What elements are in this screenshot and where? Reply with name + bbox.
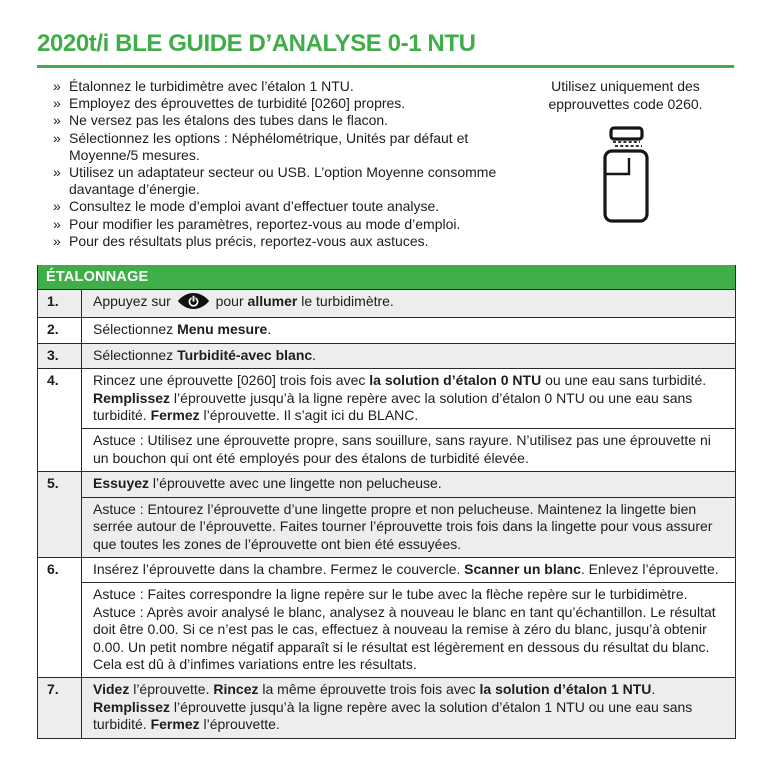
step-cells	[82, 344, 735, 368]
step-cells	[82, 678, 735, 737]
bullet-marker: »	[53, 232, 61, 249]
step-cells	[82, 558, 735, 677]
step-main-text: Insérez l’éprouvette dans la chambre. Fermez le couvercle. Scanner un blanc. Enlevez l’éprouvette.	[93, 560, 719, 577]
bullet-marker: »	[53, 164, 61, 181]
step-row	[38, 343, 735, 368]
intro-bullet	[53, 164, 507, 198]
step-cells	[82, 318, 735, 342]
side-column	[507, 78, 734, 229]
vial-icon-graphic	[603, 126, 649, 224]
step-number: 3.	[38, 344, 82, 368]
bullet-text: Employez des éprouvettes de turbidité [0260] propres.	[69, 95, 406, 112]
intro-bullets	[37, 78, 507, 250]
section-header: ÉTALONNAGE	[38, 265, 735, 289]
intro-bullet	[53, 233, 507, 250]
bullet-text: Consultez le mode d’emploi avant d’effectuer toute analyse.	[69, 198, 440, 215]
bullet-marker: »	[53, 129, 61, 146]
bullet-text: Pour des résultats plus précis, reportez-vous aux astuces.	[69, 232, 429, 249]
step-row	[38, 557, 735, 677]
power-icon	[178, 293, 209, 313]
step-cells	[82, 369, 735, 471]
intro-bullet	[53, 78, 507, 95]
intro-section	[37, 78, 734, 250]
step-main-text: Sélectionnez Turbidité-avec blanc.	[93, 346, 317, 363]
bullet-text: Étalonnez le turbidimètre avec l’étalon 1 NTU.	[69, 78, 354, 94]
intro-bullet	[53, 216, 507, 233]
calibration-table	[37, 265, 736, 739]
bullet-marker: »	[53, 112, 61, 129]
step-tip-cell	[82, 428, 735, 471]
step-row	[38, 289, 735, 317]
intro-bullet	[53, 95, 507, 112]
bullet-marker: »	[53, 198, 61, 215]
step-row	[38, 677, 735, 737]
step-number: 6.	[38, 558, 82, 677]
intro-bullet	[53, 112, 507, 129]
bullet-marker: »	[53, 78, 61, 94]
step-number: 1.	[38, 290, 82, 317]
step-main-text: Appuyez sur pour allumer le turbidimètre.	[82, 290, 735, 317]
step-number: 2.	[38, 318, 82, 342]
step-tip-text: Astuce : Faites correspondre la ligne repère sur le tube avec la flèche repère sur le turbidimètre.	[93, 586, 688, 603]
step-row	[38, 317, 735, 342]
step-row	[38, 471, 735, 557]
intro-bullet	[53, 130, 507, 164]
step-number: 4.	[38, 369, 82, 471]
step-tip-cell	[82, 497, 735, 557]
bullet-text: Sélectionnez les options : Néphélométrique, Unités par défaut et Moyenne/5 mesures.	[69, 129, 469, 163]
step-tip-text: Astuce : Utilisez une éprouvette propre, sans souillure, sans rayure. N’utilisez pas une éprouvette ni un bouchon qui ont été employés pour des étalons de turbidité élevée.	[93, 432, 711, 466]
step-number: 7.	[38, 678, 82, 737]
step-tip-text: Astuce : Après avoir analysé le blanc, analysez à nouveau le blanc en tant qu’échantillon. Le résultat doit être 0.00. Si ce n’est pas le cas, effectuez à nouveau la remise à zéro du blanc, jusqu’à obtenir 0.00. Un petit nombre négatif apparaît si le résultat est légèrement en dessous du résultat du blanc. Cela est dû à d’infimes variations entre les résultats.	[93, 603, 716, 672]
step-tip-text: Astuce : Entourez l’éprouvette d’une lingette propre et non pelucheuse. Maintenez la lingette bien serrée autour de l’éprouvette. Faites tourner l’éprouvette trois fois dans la lingette pour vous assurer que toutes les zones de l’éprouvette ont bien été essuyées.	[93, 500, 713, 552]
page-title: 2020t/i BLE GUIDE D’ANALYSE 0-1 NTU	[37, 30, 476, 57]
bullet-text: Pour modifier les paramètres, reportez-vous au mode d’emploi.	[69, 215, 461, 232]
step-main-text: Videz l’éprouvette. Rincez la même éprouvette trois fois avec la solution d’étalon 1 NTU. Remplissez l’éprouvette jusqu’à la ligne repère avec la solution d’étalon 1 NTU ou une eau sans turbidité. Fermez l’éprouvette.	[93, 681, 693, 733]
steps-container	[38, 289, 735, 738]
step-cells	[82, 472, 735, 557]
step-main-text: Sélectionnez Menu mesure.	[93, 321, 272, 338]
step-number: 5.	[38, 472, 82, 557]
side-note: Utilisez uniquement des epprouvettes code 0260.	[548, 78, 703, 112]
step-cells	[82, 290, 735, 317]
bullet-marker: »	[53, 215, 61, 232]
step-main-text: Rincez une éprouvette [0260] trois fois avec la solution d’étalon 0 NTU ou une eau sans turbidité. Remplissez l’éprouvette jusqu’à la ligne repère avec la solution d’étalon 0 NTU ou une eau sans turbidité. Fermez l’éprouvette. Il s’agit ici du BLANC.	[93, 372, 707, 424]
step-main-text: Essuyez l’éprouvette avec une lingette non pelucheuse.	[93, 475, 442, 492]
bullet-text: Ne versez pas les étalons des tubes dans le flacon.	[69, 112, 389, 129]
step-tip-cell	[82, 582, 735, 677]
bullet-text: Utilisez un adaptateur secteur ou USB. L’option Moyenne consomme davantage d’énergie.	[69, 164, 497, 198]
step-row	[38, 368, 735, 471]
title-rule	[37, 65, 734, 68]
intro-bullet	[53, 198, 507, 215]
vial-icon	[603, 126, 649, 229]
bullet-marker: »	[53, 95, 61, 112]
